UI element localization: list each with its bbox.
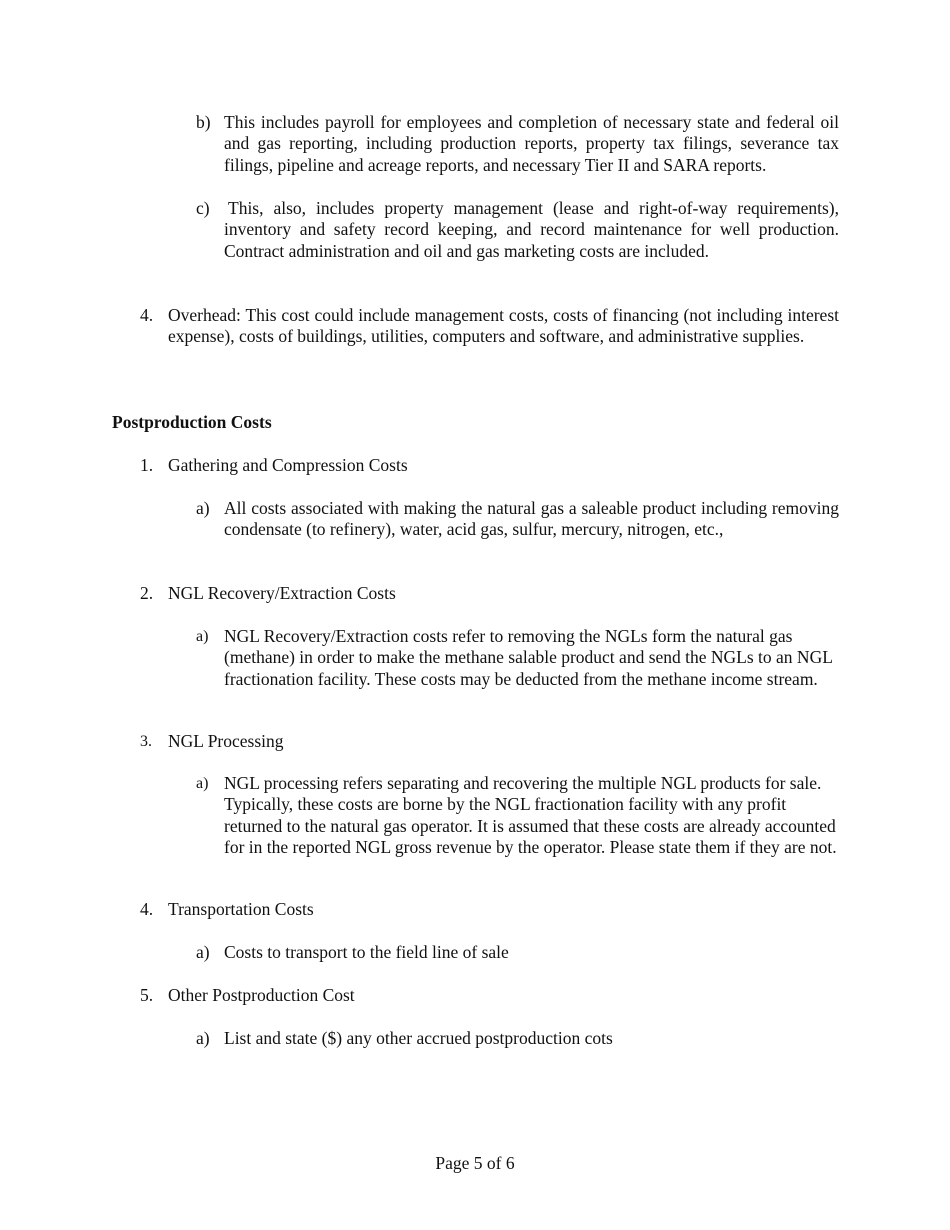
list-item-text: This, also, includes property management (lease and right-of-way requirements), inventory and safety record keeping, and record maintenance for well production. Contract administration and oil and gas marketing costs are included. xyxy=(224,198,839,261)
list-item-text: This includes payroll for employees and completion of necessary state and federal oil and gas reporting, including production reports, property tax filings, severance tax filings, pipeline and acreage reports, and necessary Tier II and SARA reports. xyxy=(224,112,839,175)
list-marker: 2. xyxy=(140,583,154,603)
list-marker: a) xyxy=(196,498,210,518)
list-marker: c) xyxy=(196,198,210,218)
list-marker: a) xyxy=(196,775,209,792)
list-item-title: Gathering and Compression Costs xyxy=(168,455,408,475)
list-item-title: NGL Recovery/Extraction Costs xyxy=(168,583,396,603)
list-item-gathering xyxy=(140,455,839,476)
list-marker: 4. xyxy=(140,305,154,325)
list-item-text: NGL Recovery/Extraction costs refer to removing the NGLs form the natural gas (methane) in order to make the methane salable product and send the NGLs to an NGL fractionation facility. These costs may be deducted from the methane income stream. xyxy=(224,626,833,689)
list-subitem xyxy=(196,626,839,690)
list-marker: 1. xyxy=(140,455,154,475)
page-number: Page 5 of 6 xyxy=(435,1153,515,1173)
list-item-transportation xyxy=(140,899,839,920)
list-item-text: Overhead: This cost could include management costs, costs of financing (not including interest expense), costs of buildings, utilities, computers and software, and administrative supplies. xyxy=(168,305,839,347)
list-item-text: All costs associated with making the natural gas a saleable product including removing condensate (to refinery), water, acid gas, sulfur, mercury, nitrogen, etc., xyxy=(224,498,839,540)
list-item-b xyxy=(196,112,839,176)
list-marker: a) xyxy=(196,942,210,962)
list-marker: 3. xyxy=(140,733,152,750)
list-item-overhead xyxy=(140,305,839,348)
list-subitem xyxy=(196,1028,839,1049)
list-item-title: Transportation Costs xyxy=(168,899,314,919)
list-subitem xyxy=(196,498,839,541)
list-marker: a) xyxy=(196,628,209,645)
list-item-ngl-recovery xyxy=(140,583,839,604)
list-marker: a) xyxy=(196,1028,210,1048)
list-item-title: NGL Processing xyxy=(168,731,284,751)
section-heading: Postproduction Costs xyxy=(112,412,272,432)
list-item-other xyxy=(140,985,839,1006)
list-item-ngl-processing xyxy=(140,731,839,752)
list-marker: b) xyxy=(196,112,211,132)
list-item-text: Costs to transport to the field line of sale xyxy=(224,942,509,962)
list-item-title: Other Postproduction Cost xyxy=(168,985,355,1005)
list-item-text: NGL processing refers separating and recovering the multiple NGL products for sale. Typically, these costs are borne by the NGL fractionation facility with any profit returned to the natural gas operator. It is assumed that these costs are already accounted for in the reported NGL gross revenue by the operator. Please state them if they are not. xyxy=(224,773,837,858)
list-marker: 4. xyxy=(140,899,154,919)
list-item-text: List and state ($) any other accrued postproduction cots xyxy=(224,1028,613,1048)
list-item-c xyxy=(196,198,839,262)
list-subitem xyxy=(196,942,839,963)
list-marker: 5. xyxy=(140,985,154,1005)
list-subitem xyxy=(196,773,839,859)
